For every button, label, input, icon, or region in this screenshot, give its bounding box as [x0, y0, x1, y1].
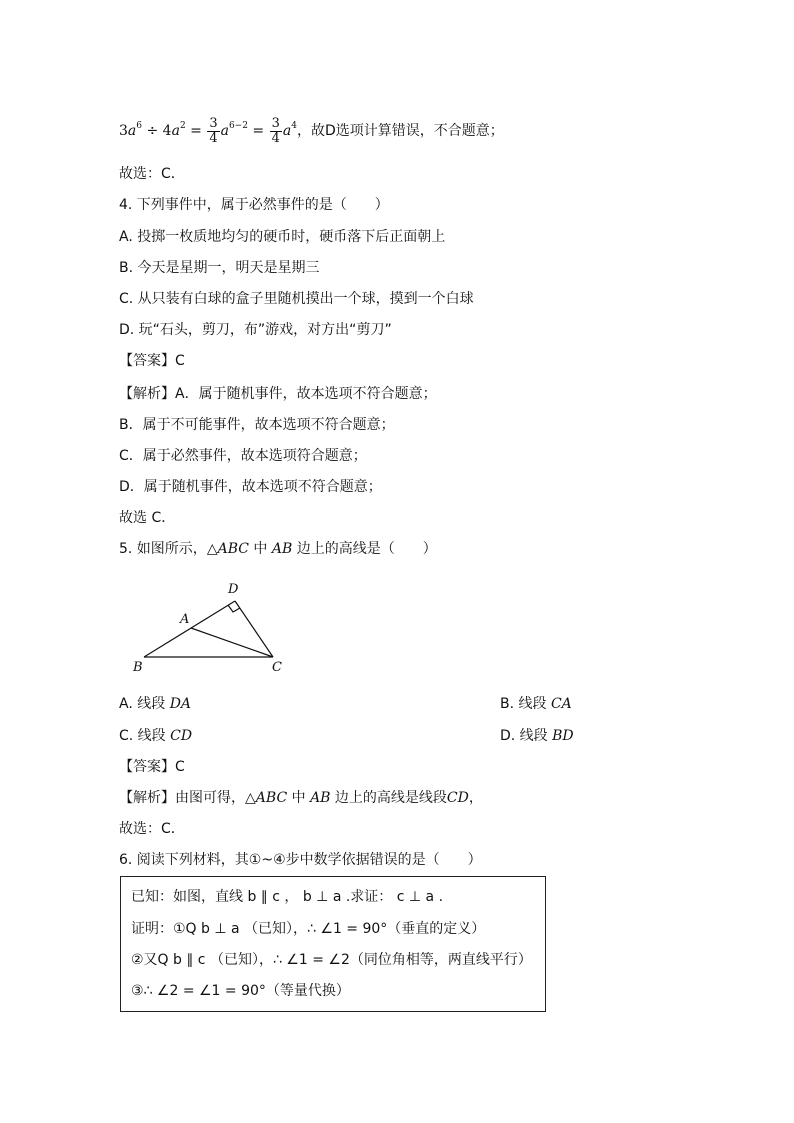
q5-option-b: B. 线段 CA [500, 696, 572, 712]
q5-option-d: D. 线段 BD [500, 728, 574, 744]
q6-stem: 6. 阅读下列材料，其①~④步中数学依据错误的是（ ） [119, 852, 482, 868]
q5-conclusion: 故选：C． [119, 821, 185, 837]
q4-analysis-b: B．属于不可能事件，故本选项不符合题意； [119, 417, 395, 433]
q5-option-c: C. 线段 CD [119, 728, 193, 744]
fraction-3-4-b: $\frac{3}{4}$ [271, 115, 280, 146]
coef-3: 3 [119, 123, 128, 139]
q4-option-d: D. 玩“石头，剪刀，布”游戏，对方出“剪刀” [119, 322, 392, 338]
q4-analysis-a: 【解析】A．属于随机事件，故本选项不符合题意； [119, 386, 437, 402]
line-d-c [235, 601, 273, 657]
divide-sign: ÷ [142, 123, 163, 139]
exp-6: 6 [136, 121, 143, 131]
triangle-figure [125, 575, 295, 675]
coef-4: 4 [162, 123, 172, 139]
q5-stem: 5. 如图所示，△ABC 中 AB 边上的高线是（ ） [119, 541, 437, 557]
exp-6-minus-2: 6−2 [228, 121, 248, 131]
exp-2: 2 [179, 121, 186, 131]
var-a-3: a [220, 123, 229, 139]
proof-step-3: ③∴ ∠2 = ∠1 = 90°（等量代换） [131, 983, 350, 999]
proof-given: 已知：如图，直线 b ∥ c ， b ⊥ a .求证： c ⊥ a . [131, 889, 444, 905]
q4-option-b: B. 今天是星期一，明天是星期三 [119, 260, 320, 276]
proof-step-2: ②又Q b ∥ c （已知），∴ ∠1 = ∠2（同位角相等，两直线平行） [131, 952, 532, 968]
fraction-3-4: $\frac{3}{4}$ [209, 115, 218, 146]
exp-4: 4 [291, 121, 297, 131]
formula-line [119, 116, 504, 146]
equals-sign-2: = [247, 123, 269, 139]
q4-stem: 4. 下列事件中，属于必然事件的是（ ） [119, 197, 389, 213]
var-a-4: a [282, 123, 292, 139]
var-a: a [127, 123, 137, 139]
label-d: D [228, 582, 239, 597]
q4-analysis-c: C．属于必然事件，故本选项符合题意； [119, 448, 367, 464]
proof-step-1: 证明：①Q b ⊥ a （已知），∴ ∠1 = 90°（垂直的定义） [131, 921, 486, 937]
label-c: C [272, 660, 282, 675]
q5-option-a: A. 线段 DA [119, 696, 192, 712]
label-a: A [180, 612, 190, 627]
line-b-d [144, 601, 235, 657]
q4-option-c: C. 从只装有白球的盒子里随机摸出一个球，摸到一个白球 [119, 291, 474, 307]
q4-answer: 【答案】C [119, 353, 185, 369]
label-b: B [133, 660, 143, 675]
proof-box [120, 876, 546, 1012]
formula-suffix: ，故D选项计算错误，不合题意； [296, 123, 504, 139]
q5-analysis: 【解析】由图可得，△ABC 中 AB 边上的高线是线段CD， [119, 790, 483, 806]
q4-option-a: A. 投掷一枚质地均匀的硬币时，硬币落下后正面朝上 [119, 229, 446, 245]
equals-sign: = [185, 123, 207, 139]
var-a-2: a [171, 123, 180, 139]
q4-conclusion: 故选 C． [119, 510, 176, 526]
q3-conclusion: 故选：C． [119, 166, 185, 182]
q5-answer: 【答案】C [119, 759, 185, 775]
line-a-c [191, 628, 273, 657]
q4-analysis-d: D．属于随机事件，故本选项不符合题意； [119, 479, 382, 495]
